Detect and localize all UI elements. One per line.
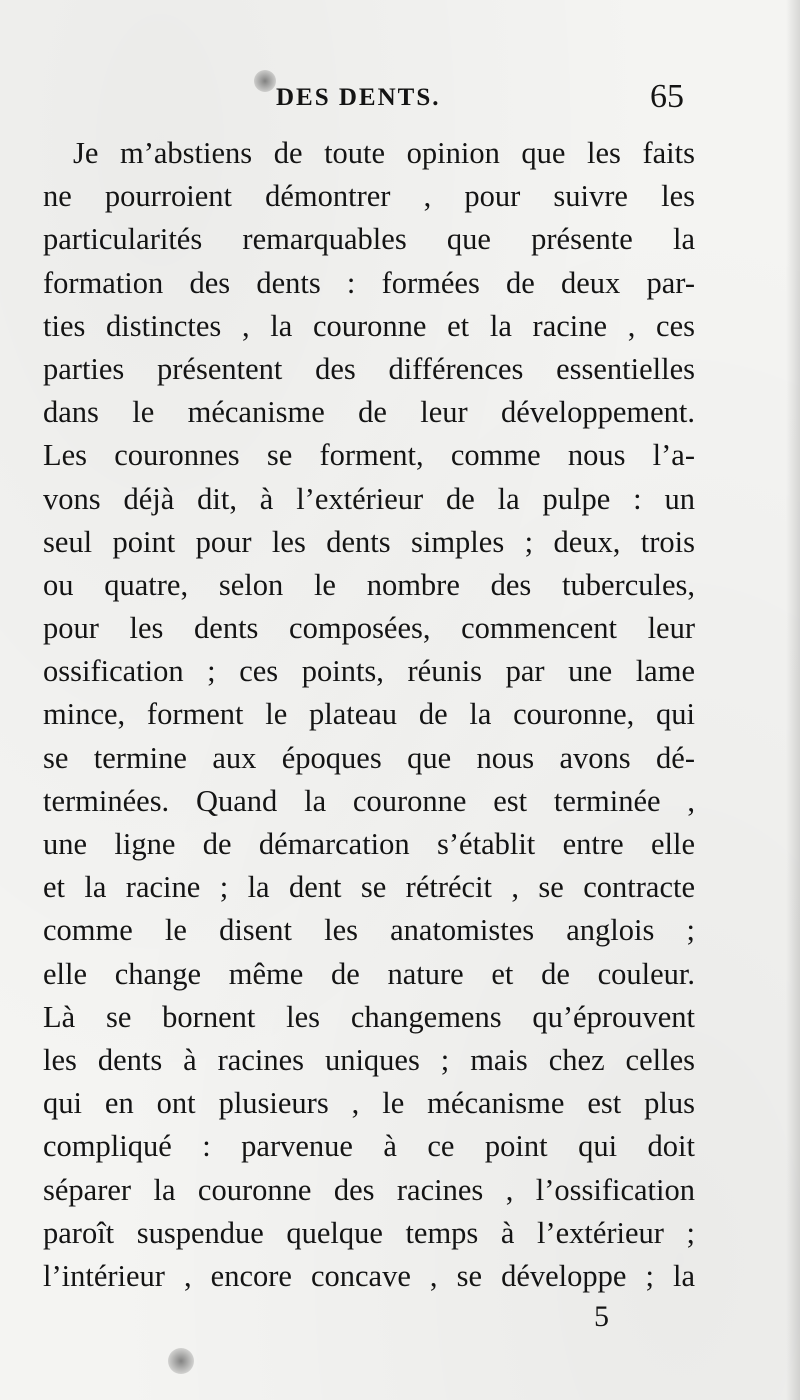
- text-line: dans le mécanisme de leur développement.: [43, 395, 695, 430]
- text-line: Je m’abstiens de toute opinion que les faits: [73, 136, 695, 170]
- running-head: [0, 78, 800, 128]
- text-line: paroît suspendue quelque temps à l’extérieur ;: [43, 1215, 695, 1250]
- signature-mark: 5: [594, 1300, 609, 1333]
- text-line: mince, forment le plateau de la couronne, qui: [43, 697, 695, 732]
- text-line: ne pourroient démontrer , pour suivre les: [43, 179, 695, 214]
- running-title: DES DENTS.: [276, 84, 441, 111]
- text-line: compliqué : parvenue à ce point qui doit: [43, 1129, 695, 1164]
- body-text: [43, 132, 695, 1298]
- text-line: pour les dents composées, commencent leur: [43, 611, 695, 646]
- text-line: séparer la couronne des racines , l’ossification: [43, 1172, 695, 1207]
- text-line: Les couronnes se forment, comme nous l’a-: [43, 438, 695, 473]
- ink-spot-bottom: [168, 1348, 194, 1374]
- text-line: qui en ont plusieurs , le mécanisme est plus: [43, 1086, 695, 1121]
- text-line: ou quatre, selon le nombre des tubercules,: [43, 567, 695, 602]
- text-line: une ligne de démarcation s’établit entre elle: [43, 827, 695, 861]
- text-line: les dents à racines uniques ; mais chez celles: [43, 1042, 695, 1077]
- text-line: elle change même de nature et de couleur.: [43, 956, 695, 991]
- text-line: comme le disent les anatomistes anglois ;: [43, 913, 695, 948]
- text-line: parties présentent des différences essentielles: [43, 351, 695, 386]
- text-line: Là se bornent les changemens qu’éprouvent: [43, 999, 695, 1034]
- text-line: terminées. Quand la couronne est terminée ,: [43, 783, 695, 818]
- text-line: formation des dents : formées de deux par-: [43, 265, 695, 300]
- text-line: seul point pour les dents simples ; deux, trois: [43, 524, 695, 559]
- text-line: se termine aux époques que nous avons dé-: [43, 740, 695, 775]
- page-number: 65: [650, 78, 684, 115]
- text-line: et la racine ; la dent se rétrécit , se contracte: [43, 870, 695, 905]
- text-line: l’intérieur , encore concave , se développe ; la: [43, 1258, 695, 1293]
- text-line: ties distinctes , la couronne et la racine , ces: [43, 308, 695, 343]
- text-line: ossification ; ces points, réunis par une lame: [43, 654, 695, 689]
- text-line: particularités remarquables que présente la: [43, 222, 695, 257]
- text-line: vons déjà dit, à l’extérieur de la pulpe : un: [43, 481, 695, 516]
